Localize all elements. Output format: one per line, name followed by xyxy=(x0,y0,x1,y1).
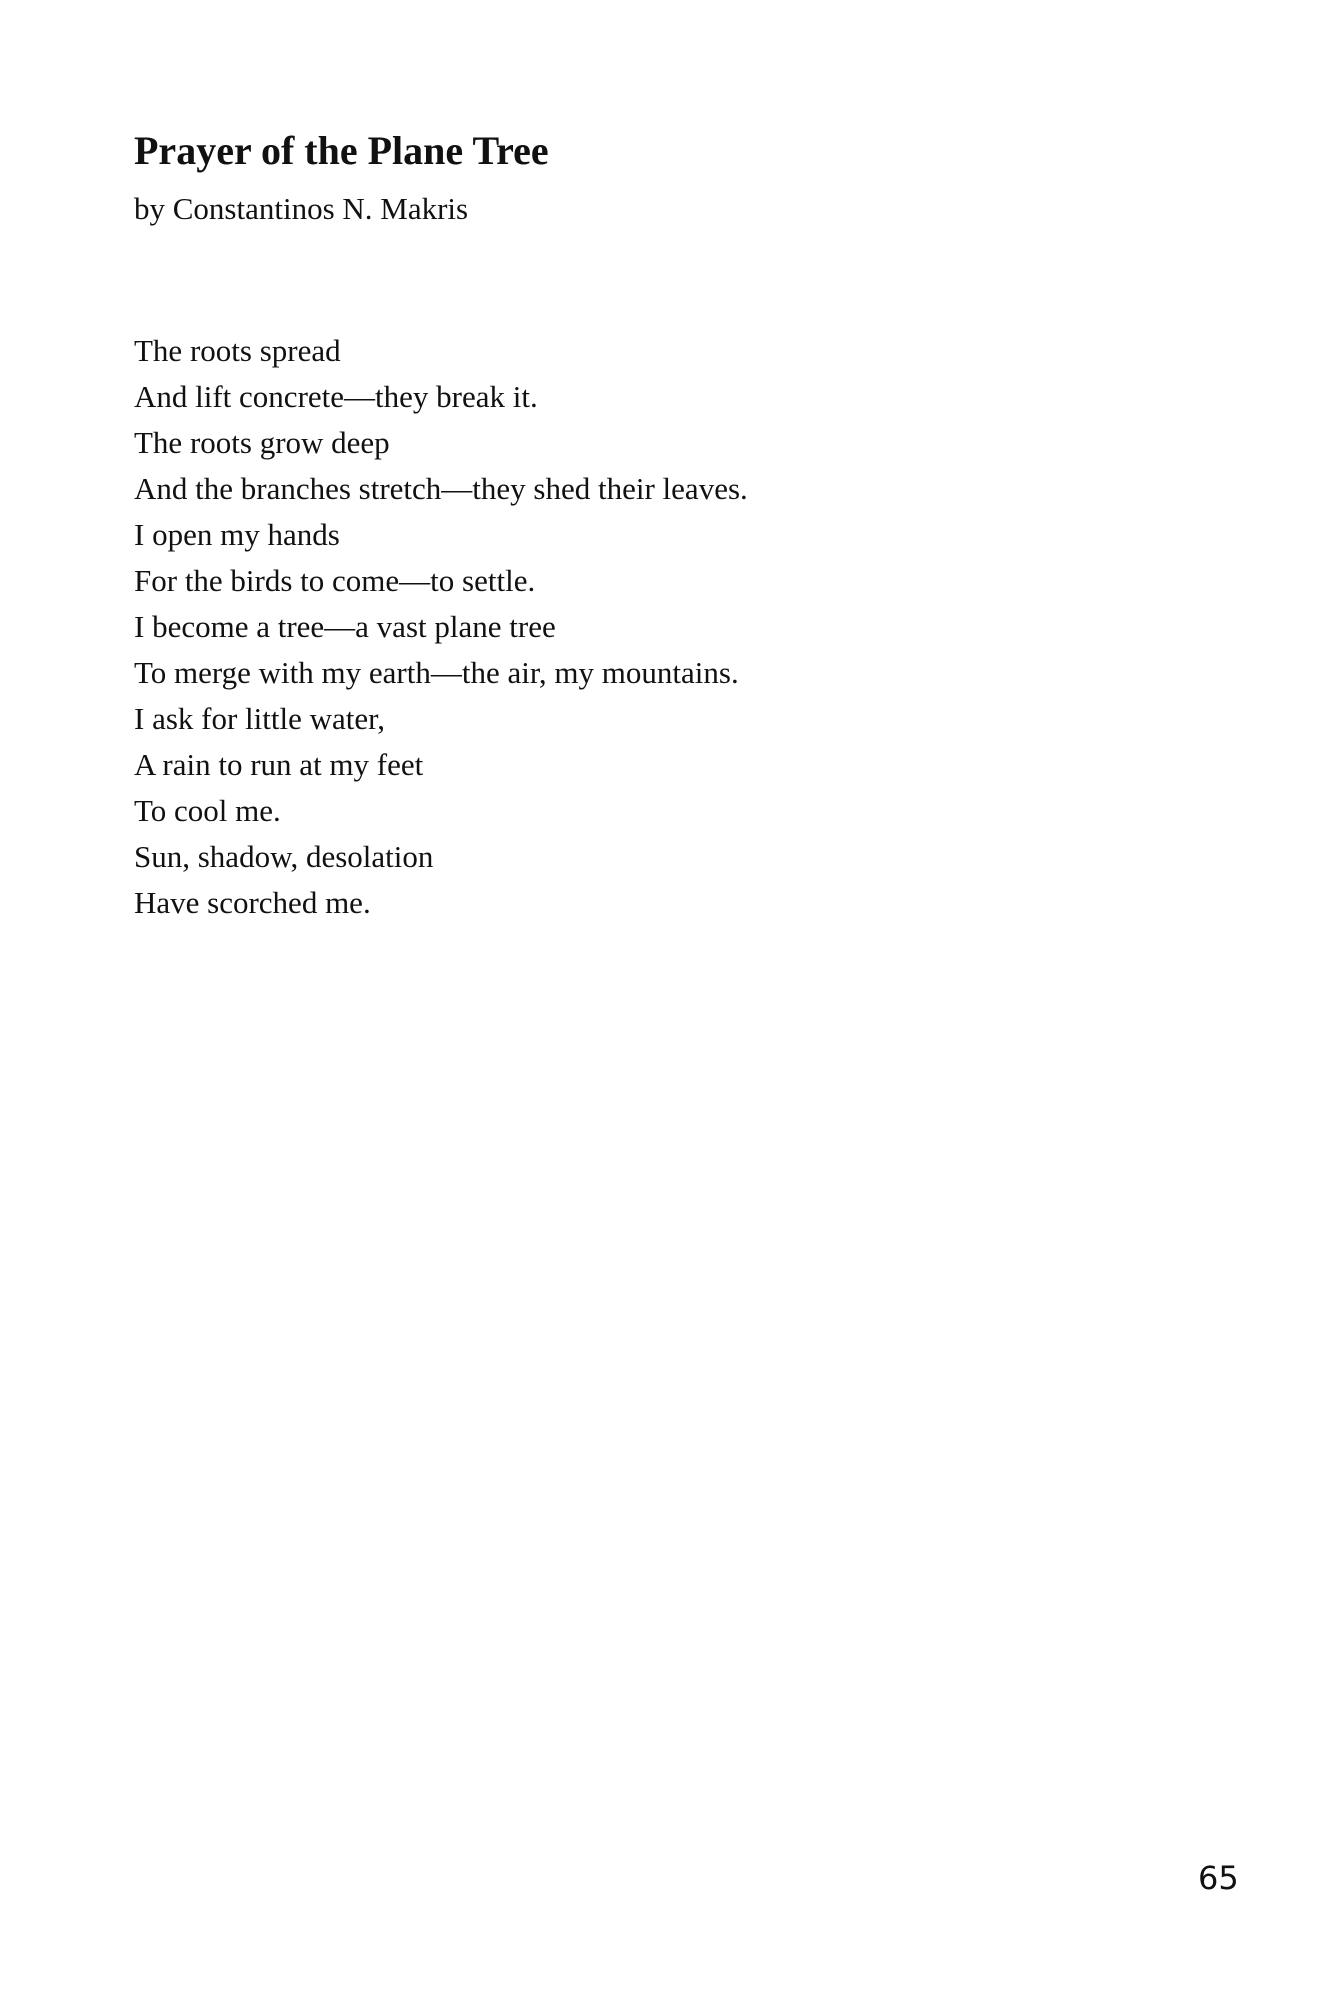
poem-line: Have scorched me. xyxy=(134,885,371,920)
poem-body xyxy=(134,328,748,926)
poem-line: To cool me. xyxy=(134,793,281,828)
poem-line: And the branches stretch—they shed their leaves. xyxy=(134,471,748,506)
poem-title: Prayer of the Plane Tree xyxy=(134,128,549,173)
poem-line: I ask for little water, xyxy=(134,701,385,736)
poem-line: And lift concrete—they break it. xyxy=(134,379,538,414)
page-number: 65 xyxy=(1198,1859,1239,1897)
poem-byline: by Constantinos N. Makris xyxy=(134,191,469,226)
poem-line: A rain to run at my feet xyxy=(134,747,424,782)
poem-line: The roots grow deep xyxy=(134,425,390,460)
poem-line: I become a tree—a vast plane tree xyxy=(134,609,556,644)
poem-line: To merge with my earth—the air, my mountains. xyxy=(134,655,739,690)
poem-line: The roots spread xyxy=(134,333,341,368)
poem-line: For the birds to come—to settle. xyxy=(134,563,536,598)
poem-line: Sun, shadow, desolation xyxy=(134,839,434,874)
poem-line: I open my hands xyxy=(134,517,340,552)
